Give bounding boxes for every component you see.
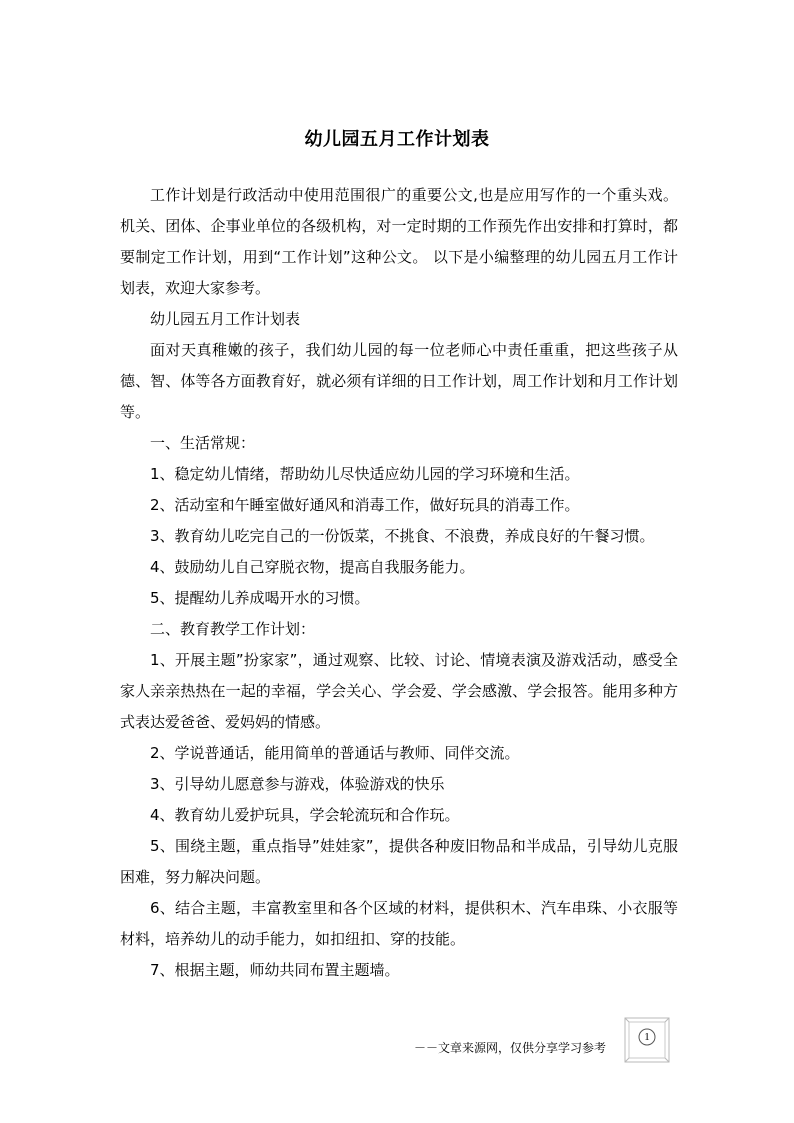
life-item-3: 3、教育幼儿吃完自己的一份饭菜，不挑食、不浪费，养成良好的午餐习惯。 (150, 527, 655, 545)
life-item-4: 4、鼓励幼儿自己穿脱衣物，提高自我服务能力。 (150, 558, 475, 576)
life-item-5: 5、提醒幼儿养成喝开水的习惯。 (150, 589, 370, 607)
teaching-item-4: 4、教育幼儿爱护玩具，学会轮流玩和合作玩。 (150, 806, 460, 824)
teaching-item-5: 5、围绕主题，重点指导”娃娃家”，提供各种废旧物品和半成品，引导幼儿克服困难，努力解决问题。 (120, 837, 678, 886)
teaching-item-6: 6、结合主题，丰富教室里和各个区域的材料，提供积木、汽车串珠、小衣服等材料，培养幼儿的动手能力，如扣纽扣、穿的技能。 (120, 899, 678, 948)
document-body (120, 180, 678, 986)
page-number-badge (624, 1017, 670, 1063)
life-item-2: 2、活动室和午睡室做好通风和消毒工作，做好玩具的消毒工作。 (150, 496, 580, 514)
footer-source-note: －－文章来源网，仅供分享学习参考 (414, 1041, 607, 1055)
teaching-item-7: 7、根据主题，师幼共同布置主题墙。 (150, 961, 400, 979)
paragraph-subtitle: 幼儿园五月工作计划表 (150, 310, 301, 328)
teaching-item-1: 1、开展主题”扮家家”，通过观察、比较、讨论、情境表演及游戏活动，感受全家人亲亲热热在一起的幸福，学会关心、学会爱、学会感激、学会报答。能用多种方式表达爱爸爸、爱妈妈的情感。 (120, 651, 678, 731)
life-item-1: 1、稳定幼儿情绪，帮助幼儿尽快适应幼儿园的学习环境和生活。 (150, 465, 580, 483)
section-heading-life-routine: 一、生活常规： (150, 434, 256, 452)
teaching-item-2: 2、学说普通话，能用简单的普通话与教师、同伴交流。 (150, 744, 520, 762)
page-number: 1 (644, 1031, 650, 1043)
document-title: 幼儿园五月工作计划表 (304, 129, 490, 150)
section-heading-teaching-plan: 二、教育教学工作计划： (150, 620, 316, 638)
paragraph-overview: 面对天真稚嫩的孩子，我们幼儿园的每一位老师心中责任重重，把这些孩子从德、智、体等各方面教育好，就必须有详细的日工作计划，周工作计划和月工作计划等。 (120, 341, 678, 421)
paragraph-intro: 工作计划是行政活动中使用范围很广的重要公文,也是应用写作的一个重头戏。机关、团体、企事业单位的各级机构，对一定时期的工作预先作出安排和打算时，都要制定工作计划，用到“工作计划”这种公文。 以下是小编整理的幼儿园五月工作计划表，欢迎大家参考。 (120, 186, 678, 297)
teaching-item-3: 3、引导幼儿愿意参与游戏，体验游戏的快乐 (150, 775, 445, 793)
